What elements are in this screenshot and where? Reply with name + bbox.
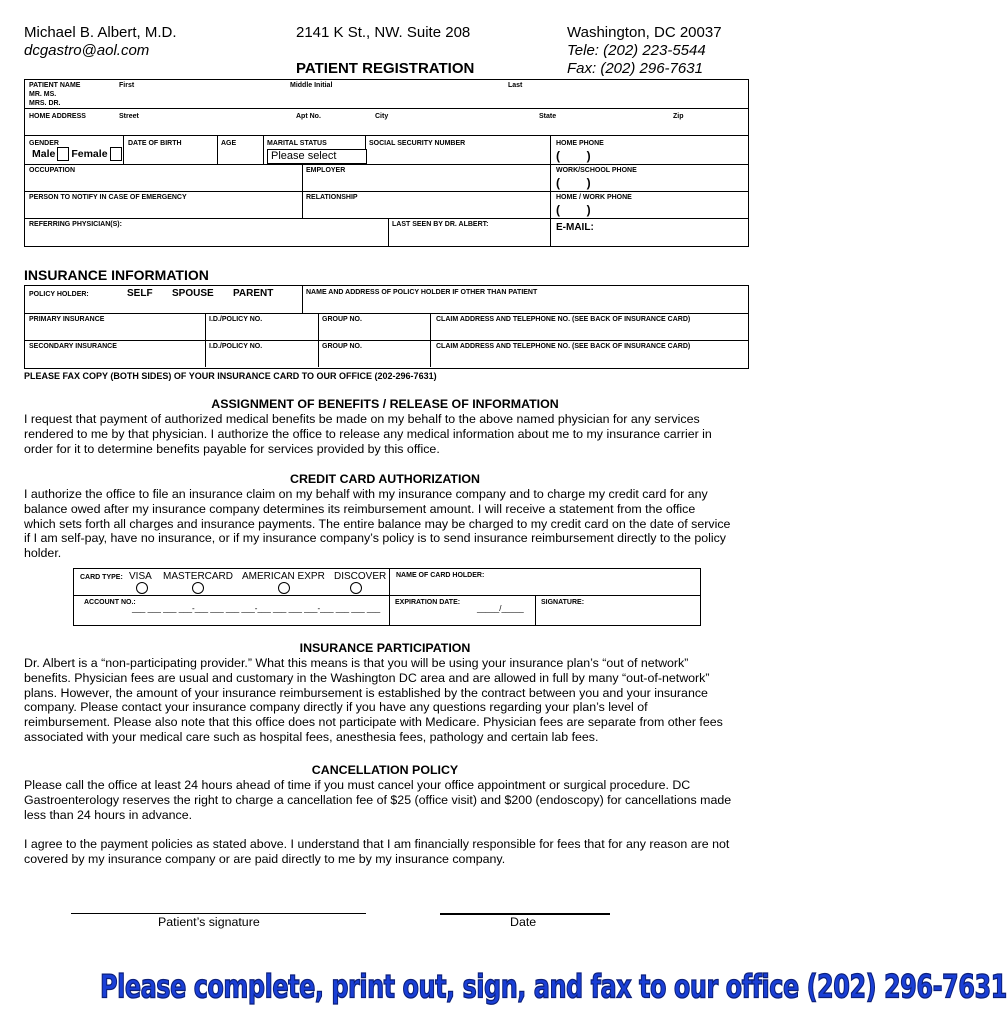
card-type-label: CARD TYPE:: [80, 574, 123, 581]
apt-label: Apt No.: [296, 113, 321, 120]
email-label: E-MAIL:: [556, 222, 594, 233]
agreement-line: covered by my insurance company or are paid directly to me by my insurance company.: [24, 851, 506, 866]
policy-spouse-option[interactable]: SPOUSE: [172, 288, 214, 299]
credit-card-text: [24, 487, 754, 561]
agreement-line: I agree to the payment policies as stated above. I understand that I am financially responsible for fees that for any reason are not: [24, 837, 730, 851]
gender-label: GENDER: [29, 140, 59, 147]
footer-instruction: Please complete, print out, sign, and fax to our office (202) 296-7631: [100, 968, 1007, 1006]
card-signature-label: SIGNATURE:: [541, 599, 585, 606]
participation-line: benefits. Physician fees are usual and customary in the Washington DC area and are allowed in full by many “out-of-network”: [24, 670, 710, 685]
agreement-text: [24, 837, 759, 867]
account-number-label: ACCOUNT NO.:: [84, 599, 136, 606]
account-number-field[interactable]: ___ ___ ___ ___-___ ___ ___ ___-___ ___ ___ ___-___ ___ ___ ___: [132, 604, 381, 613]
secondary-insurance-label: SECONDARY INSURANCE: [29, 343, 117, 350]
cancellation-line: Please call the office at least 24 hours ahead of time if you must cancel your office appointment or surgical procedure. DC: [24, 778, 691, 792]
assignment-line: order for it to determine benefits payable for services provided by this office.: [24, 441, 440, 456]
visa-label: VISA: [129, 571, 152, 582]
policy-holder-name-label: NAME AND ADDRESS OF POLICY HOLDER IF OTHER THAN PATIENT: [306, 289, 538, 296]
office-address: 2141 K St., NW. Suite 208: [296, 24, 471, 41]
title-mrs-dr: MRS. DR.: [29, 100, 61, 107]
home-phone-label: HOME PHONE: [556, 140, 604, 147]
policy-parent-option[interactable]: PARENT: [233, 288, 274, 299]
doctor-name: Michael B. Albert, M.D.: [24, 24, 177, 41]
assignment-heading: ASSIGNMENT OF BENEFITS / RELEASE OF INFORMATION: [211, 397, 559, 411]
emergency-contact-label: PERSON TO NOTIFY IN CASE OF EMERGENCY: [29, 194, 187, 201]
office-email: dcgastro@aol.com: [24, 42, 150, 59]
participation-line: plans. However, the amount of your insurance reimbursement is established by the contract between you and your insurance: [24, 685, 708, 700]
primary-group-label: GROUP NO.: [322, 316, 362, 323]
cancellation-line: less than 24 hours in advance.: [24, 807, 193, 822]
discover-label: DISCOVER: [334, 571, 387, 582]
zip-label: Zip: [673, 113, 684, 120]
marital-status-select[interactable]: Please select: [267, 149, 367, 164]
expiration-date-field[interactable]: _____/_____: [477, 604, 524, 613]
ssn-label: SOCIAL SECURITY NUMBER: [369, 140, 466, 147]
credit-line: if I am self-pay, have no insurance, or if my insurance company’s policy is to send insurance reimbursement directly to the policy: [24, 531, 726, 546]
policy-holder-label: POLICY HOLDER:: [29, 291, 89, 298]
work-phone-label: WORK/SCHOOL PHONE: [556, 167, 637, 174]
male-label: Male: [32, 147, 56, 160]
home-address-label: HOME ADDRESS: [29, 113, 86, 120]
credit-line: holder.: [24, 546, 62, 561]
age-label: AGE: [221, 140, 237, 147]
work-phone-field[interactable]: ( ): [556, 176, 591, 190]
secondary-group-label: GROUP NO.: [322, 343, 362, 350]
mastercard-radio[interactable]: [192, 582, 204, 594]
visa-radio[interactable]: [136, 582, 148, 594]
amex-label: AMERICAN EXPR: [242, 571, 325, 582]
patient-signature-label: Patient’s signature: [158, 915, 260, 929]
policy-self-option[interactable]: SELF: [127, 288, 153, 299]
page-title: PATIENT REGISTRATION: [296, 60, 475, 77]
title-mr-ms: MR. MS.: [29, 91, 57, 98]
amex-radio[interactable]: [278, 582, 290, 594]
date-label: Date: [510, 915, 537, 929]
office-city: Washington, DC 20037: [567, 24, 722, 41]
mastercard-label: MASTERCARD: [163, 571, 234, 582]
occupation-label: OCCUPATION: [29, 167, 76, 174]
discover-radio[interactable]: [350, 582, 362, 594]
last-seen-label: LAST SEEN BY DR. ALBERT:: [392, 221, 489, 228]
employer-label: EMPLOYER: [306, 167, 346, 174]
first-name-label: First: [119, 82, 135, 89]
office-fax: Fax: (202) 296-7631: [567, 60, 703, 77]
office-tel: Tele: (202) 223-5544: [567, 42, 706, 59]
cancellation-text: [24, 778, 759, 822]
card-holder-name-label: NAME OF CARD HOLDER:: [396, 572, 485, 579]
assignment-line: rendered to me by that physician. I authorize the office to release any medical information about me to my insurance carrier in: [24, 426, 712, 441]
home-work-phone-label: HOME / WORK PHONE: [556, 194, 632, 201]
expiration-date-label: EXPIRATION DATE:: [395, 599, 461, 606]
participation-line: associated with your medical care such as hospital fees, anesthesia fees, pathology and certain lab fees.: [24, 729, 599, 744]
marital-status-label: MARITAL STATUS: [267, 140, 327, 147]
gender-options: [32, 147, 124, 161]
patient-signature-line[interactable]: [71, 913, 366, 914]
male-checkbox[interactable]: [57, 147, 69, 161]
secondary-claim-label: CLAIM ADDRESS AND TELEPHONE NO. (SEE BACK OF INSURANCE CARD): [436, 343, 691, 350]
credit-line: which sets forth all charges and insurance payments. The entire balance may be charged to my credit card on the date of service: [24, 516, 731, 531]
referring-physician-label: REFERRING PHYSICIAN(S):: [29, 221, 122, 228]
assignment-line: I request that payment of authorized medical benefits be made on my behalf to the above named physician for any services: [24, 412, 700, 426]
assignment-text: [24, 412, 754, 456]
primary-id-label: I.D./POLICY NO.: [209, 316, 263, 323]
secondary-id-label: I.D./POLICY NO.: [209, 343, 263, 350]
relationship-label: RELATIONSHIP: [306, 194, 358, 201]
street-label: Street: [119, 113, 139, 120]
primary-insurance-label: PRIMARY INSURANCE: [29, 316, 105, 323]
last-name-label: Last: [508, 82, 523, 89]
city-label: City: [375, 113, 389, 120]
patient-name-label: PATIENT NAME: [29, 82, 81, 89]
fax-insurance-note: PLEASE FAX COPY (BOTH SIDES) OF YOUR INSURANCE CARD TO OUR OFFICE (202-296-7631): [24, 371, 437, 381]
home-phone-field[interactable]: ( ): [556, 149, 591, 163]
participation-heading: INSURANCE PARTICIPATION: [299, 641, 471, 655]
credit-line: balance owed after my insurance company determines its reimbursement amount. I will receive a statement from the office: [24, 501, 696, 516]
participation-text: [24, 656, 759, 745]
cancellation-heading: CANCELLATION POLICY: [311, 763, 459, 777]
state-label: State: [539, 113, 557, 120]
female-label: Female: [71, 147, 108, 160]
participation-line: Dr. Albert is a “non-participating provider.” What this means is that you will be using your insurance plan’s “out of network”: [24, 656, 689, 670]
primary-claim-label: CLAIM ADDRESS AND TELEPHONE NO. (SEE BACK OF INSURANCE CARD): [436, 316, 691, 323]
credit-line: I authorize the office to file an insurance claim on my behalf with my insurance company and to charge my credit card for any: [24, 487, 708, 501]
insurance-heading: INSURANCE INFORMATION: [24, 267, 209, 283]
home-work-phone-field[interactable]: ( ): [556, 203, 591, 217]
dob-label: DATE OF BIRTH: [128, 140, 182, 147]
credit-card-heading: CREDIT CARD AUTHORIZATION: [290, 472, 480, 486]
participation-line: company. Please contact your insurance company directly if you have any questions regarding your plan’s level of: [24, 700, 648, 715]
female-checkbox[interactable]: [110, 147, 122, 161]
cancellation-line: Gastroenterology reserves the right to charge a cancellation fee of $25 (office visit) and $200 (endoscopy) for cancellations made: [24, 792, 732, 807]
participation-line: reimbursement. Please also note that this office does not participate with Medicare. Physician fees are separate from other fees: [24, 715, 723, 730]
middle-initial-label: Middle Initial: [290, 82, 333, 89]
